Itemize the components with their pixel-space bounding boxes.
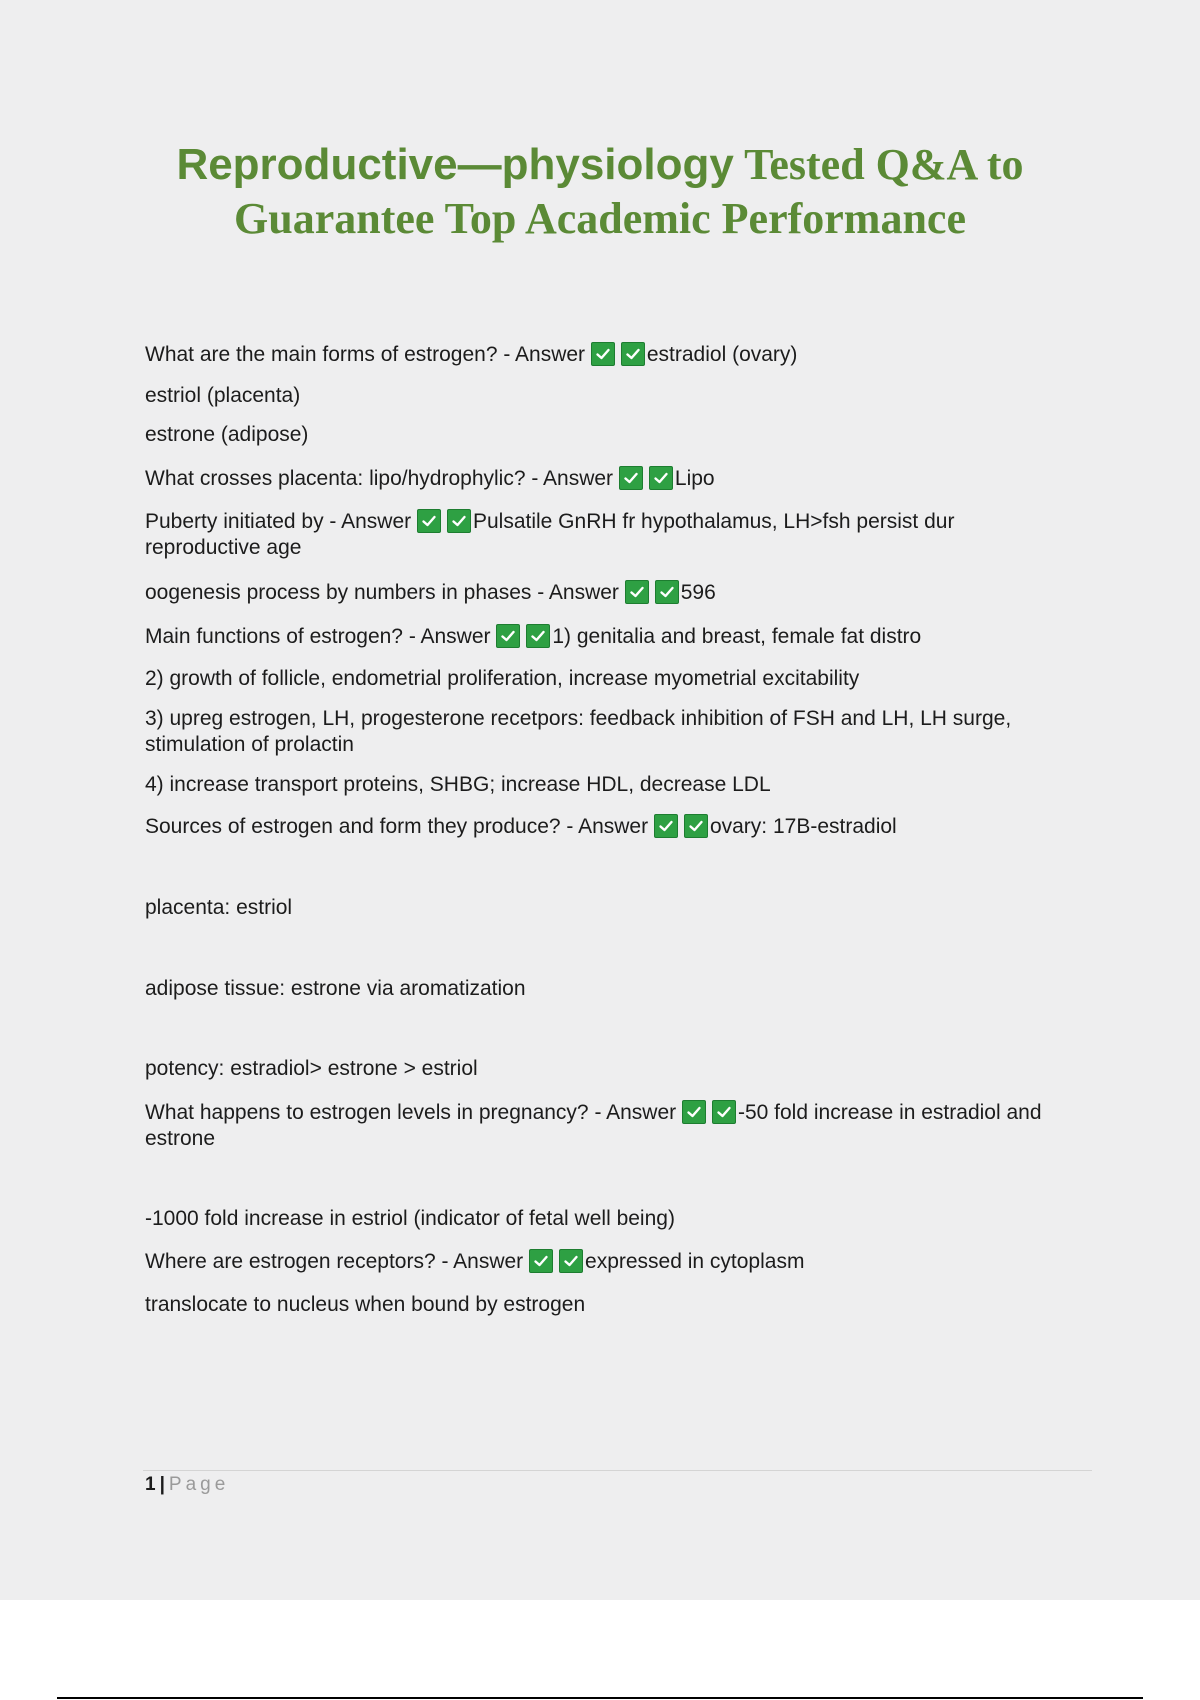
check-mark-icon bbox=[559, 1249, 583, 1273]
answer-continuation bbox=[145, 422, 308, 448]
answer-continuation bbox=[145, 772, 771, 798]
answer-text: ovary: 17B-estradiol bbox=[709, 815, 897, 838]
answer-continuation bbox=[145, 706, 1075, 758]
check-mark-icon bbox=[529, 1249, 553, 1273]
answer-continuation bbox=[145, 1056, 478, 1082]
answer-line-text: estriol (placenta) bbox=[145, 384, 301, 407]
check-mark-icon bbox=[655, 580, 679, 604]
check-mark-icon bbox=[684, 814, 708, 838]
check-mark-icon bbox=[447, 509, 471, 533]
check-mark-icon bbox=[619, 466, 643, 490]
answer-text: 1) genitalia and breast, female fat distro bbox=[552, 625, 922, 648]
document-title bbox=[100, 138, 1100, 246]
question-text: Where are estrogen receptors? - Answer bbox=[145, 1250, 530, 1273]
answer-text: -50 fold increase in estradiol and estrone bbox=[145, 1101, 1042, 1150]
question-text: Main functions of estrogen? - Answer bbox=[145, 625, 497, 648]
footer-separator: | bbox=[159, 1474, 165, 1495]
qa-item bbox=[145, 814, 897, 840]
qa-item bbox=[145, 466, 715, 492]
answer-continuation bbox=[145, 895, 292, 921]
page-footer bbox=[145, 1474, 229, 1496]
footer-divider bbox=[143, 1470, 1092, 1471]
answer-text: Pulsatile GnRH fr hypothalamus, LH>fsh persist dur reproductive age bbox=[145, 510, 955, 559]
check-mark-icon bbox=[417, 509, 441, 533]
qa-item bbox=[145, 1249, 804, 1275]
answer-continuation bbox=[145, 666, 859, 692]
check-mark-icon bbox=[496, 624, 520, 648]
answer-line-text: adipose tissue: estrone via aromatization bbox=[145, 977, 526, 1000]
answer-text: Lipo bbox=[674, 467, 715, 490]
answer-line-text: 4) increase transport proteins, SHBG; increase HDL, decrease LDL bbox=[145, 773, 771, 796]
qa-item bbox=[145, 1100, 1075, 1152]
question-text: What are the main forms of estrogen? - Answer bbox=[145, 343, 591, 366]
answer-text: expressed in cytoplasm bbox=[585, 1250, 805, 1273]
title-line-2: Guarantee Top Academic Performance bbox=[234, 194, 966, 243]
check-mark-icon bbox=[526, 624, 550, 648]
title-part-2: Tested Q&A to bbox=[733, 140, 1024, 189]
title-part-1: Reproductive—physiology bbox=[176, 140, 734, 189]
question-text: What happens to estrogen levels in pregnancy? - Answer bbox=[145, 1101, 682, 1124]
question-text: What crosses placenta: lipo/hydrophylic? - Answer bbox=[145, 467, 619, 490]
page-label: Page bbox=[168, 1474, 230, 1495]
question-text: oogenesis process by numbers in phases - Answer bbox=[145, 581, 625, 604]
answer-continuation bbox=[145, 383, 300, 409]
qa-item bbox=[145, 624, 921, 650]
check-mark-icon bbox=[625, 580, 649, 604]
question-text: Sources of estrogen and form they produce? - Answer bbox=[145, 815, 654, 838]
check-mark-icon bbox=[621, 342, 645, 366]
qa-item bbox=[145, 509, 1075, 561]
answer-continuation bbox=[145, 1206, 675, 1232]
bottom-divider bbox=[57, 1697, 1143, 1699]
check-mark-icon bbox=[649, 466, 673, 490]
qa-item bbox=[145, 342, 797, 368]
check-mark-icon bbox=[591, 342, 615, 366]
page-number: 1 bbox=[145, 1474, 156, 1495]
answer-continuation bbox=[145, 1292, 585, 1318]
answer-line-text: 3) upreg estrogen, LH, progesterone recetpors: feedback inhibition of FSH and LH, LH surge, stimulation of prolactin bbox=[145, 707, 1012, 756]
check-mark-icon bbox=[682, 1100, 706, 1124]
question-text: Puberty initiated by - Answer bbox=[145, 510, 417, 533]
answer-line-text: placenta: estriol bbox=[145, 896, 293, 919]
check-mark-icon bbox=[712, 1100, 736, 1124]
check-mark-icon bbox=[654, 814, 678, 838]
answer-text: 596 bbox=[680, 581, 716, 604]
answer-line-text: -1000 fold increase in estriol (indicator of fetal well being) bbox=[145, 1207, 675, 1230]
answer-line-text: estrone (adipose) bbox=[145, 423, 309, 446]
answer-continuation bbox=[145, 976, 526, 1002]
answer-text: estradiol (ovary) bbox=[646, 343, 798, 366]
qa-item bbox=[145, 580, 716, 606]
answer-line-text: translocate to nucleus when bound by estrogen bbox=[145, 1293, 586, 1316]
answer-line-text: potency: estradiol> estrone > estriol bbox=[145, 1057, 478, 1080]
answer-line-text: 2) growth of follicle, endometrial proliferation, increase myometrial excitability bbox=[145, 667, 860, 690]
